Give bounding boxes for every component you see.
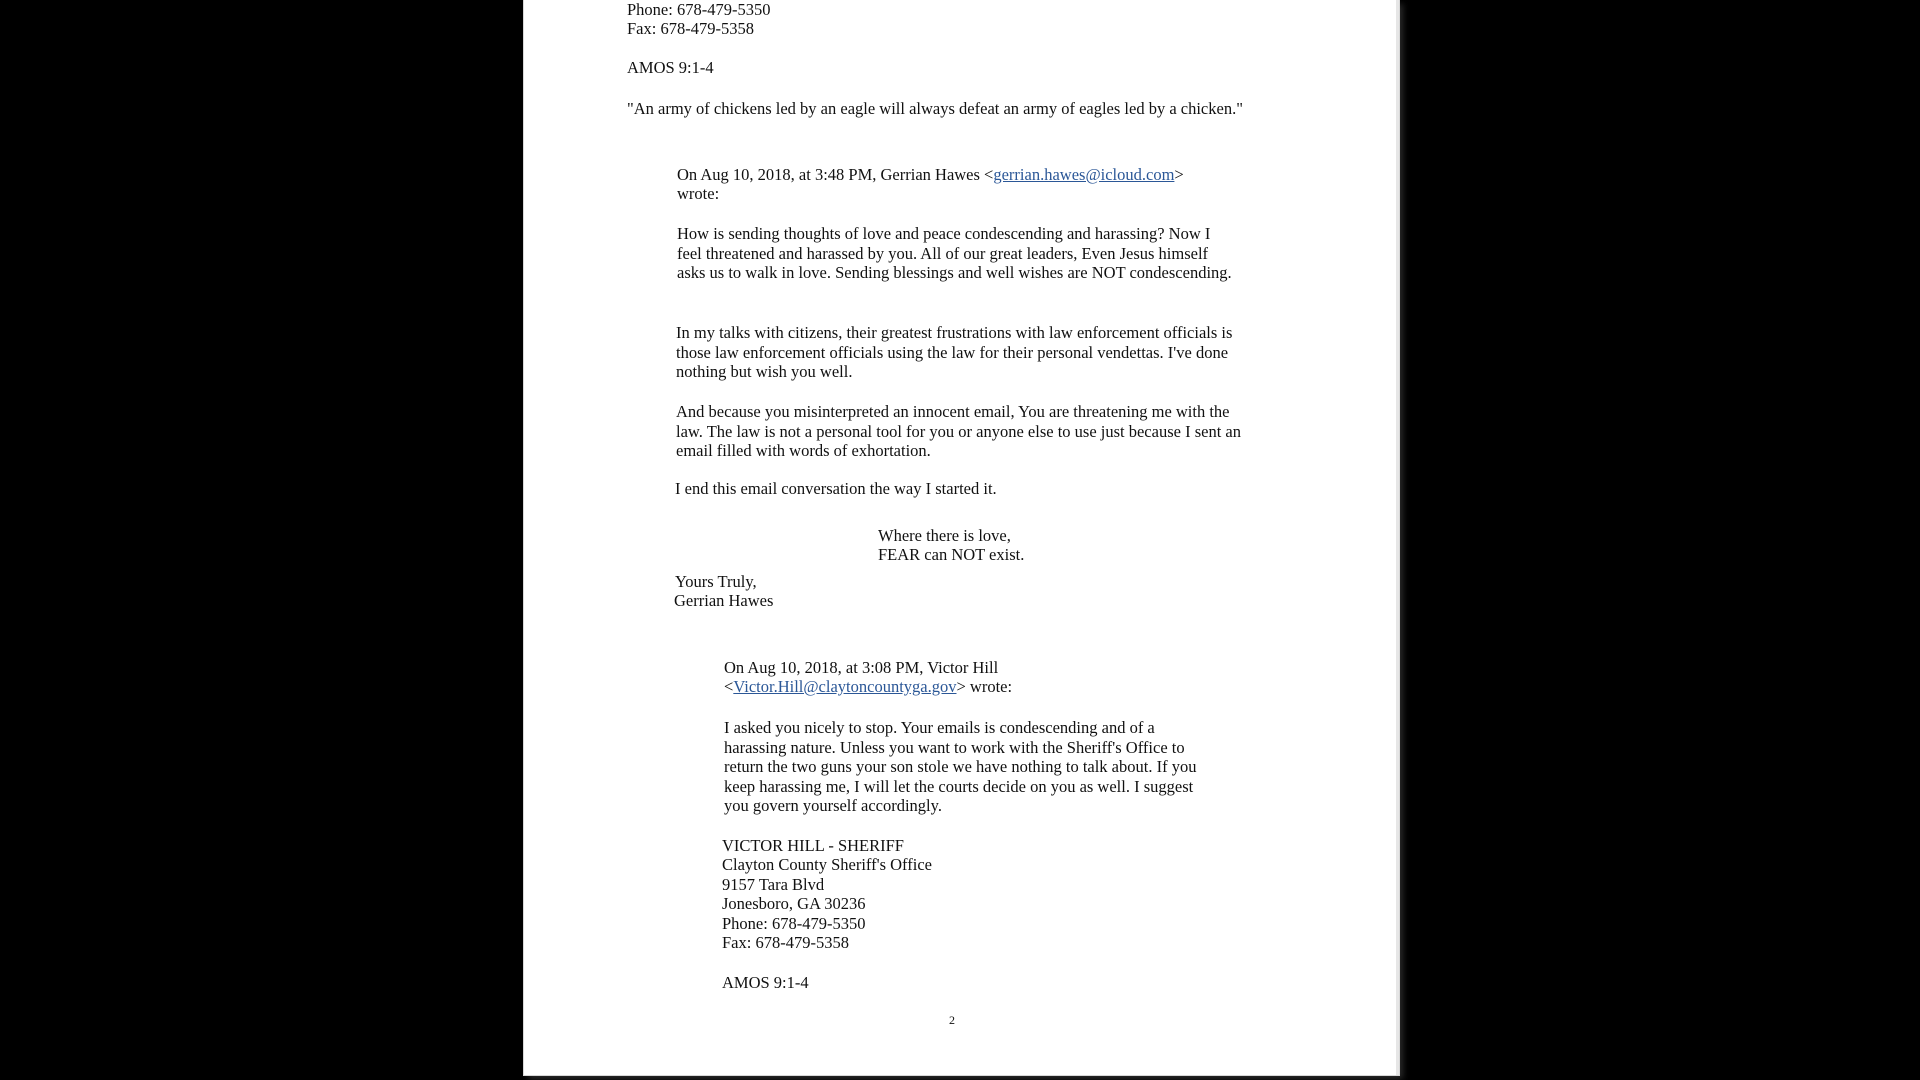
reply1-paragraph-4: I end this email conversation the way I started it. — [675, 479, 997, 498]
reply1-paragraph-1: How is sending thoughts of love and peace condescending and harassing? Now I feel threatened and harassed by you. All of our great leaders, Even Jesus himself asks us to walk in love. Sending blessings and well wishes are NOT condescending. — [677, 224, 1232, 283]
reply2-sig-address-2: Jonesboro, GA 30236 — [722, 894, 866, 913]
reply2-paragraph: I asked you nicely to stop. Your emails is condescending and of a harassing nature. Unless you want to work with the Sheriff's Office to return the two guns your son stole we have nothing to talk about. If you keep harassing me, I will let the courts decide on you as well. I suggest you govern yourself accordingly. — [724, 718, 1197, 816]
page-number: 2 — [949, 1013, 955, 1027]
reply2-sig-title: VICTOR HILL - SHERIFF — [722, 836, 904, 855]
reply2-sig-scripture: AMOS 9:1-4 — [722, 973, 809, 992]
reply2-header-line-2 — [724, 677, 1012, 697]
reply1-header — [677, 165, 1184, 185]
reply2-sig-address-1: 9157 Tara Blvd — [722, 875, 825, 894]
reply1-header-prefix: On Aug 10, 2018, at 3:48 PM, Gerrian Hawes < — [677, 165, 994, 184]
reply2-sig-office: Clayton County Sheriff's Office — [722, 855, 932, 874]
reply1-paragraph-3: And because you misinterpreted an innocent email, You are threatening me with the law. The law is not a personal tool for you or anyone else to use just because I sent an email filled with words of exhortation. — [676, 402, 1241, 461]
reply1-closing: Yours Truly, — [675, 572, 757, 591]
reply2-header-suffix: > wrote: — [956, 677, 1013, 696]
reply2-email-link[interactable]: Victor.Hill@claytoncountyga.gov — [733, 677, 957, 696]
reply2-sig-fax: Fax: 678-479-5358 — [722, 933, 849, 952]
reply1-signature: Gerrian Hawes — [674, 591, 774, 610]
reply1-header-wrote: wrote: — [677, 184, 720, 203]
reply1-email-link[interactable]: gerrian.hawes@icloud.com — [993, 165, 1175, 184]
document-page — [524, 0, 1399, 1075]
top-fax: Fax: 678-479-5358 — [627, 19, 754, 38]
reply2-header-line-1: On Aug 10, 2018, at 3:08 PM, Victor Hill — [724, 658, 999, 677]
quote-line: "An army of chickens led by an eagle will always defeat an army of eagles led by a chicken." — [627, 99, 1243, 118]
reply2-sig-phone: Phone: 678-479-5350 — [722, 914, 866, 933]
reply1-centered-line-1: Where there is love, — [878, 526, 1011, 545]
reply1-paragraph-2: In my talks with citizens, their greatest frustrations with law enforcement officials is those law enforcement officials using the law for their personal vendettas. I've done nothing but wish you well. — [676, 323, 1233, 382]
reply1-header-suffix: > — [1174, 165, 1184, 184]
reply2-header-lt: < — [724, 677, 734, 696]
reply1-centered-line-2: FEAR can NOT exist. — [878, 545, 1025, 564]
top-phone: Phone: 678-479-5350 — [627, 0, 771, 19]
top-scripture: AMOS 9:1-4 — [627, 58, 714, 77]
